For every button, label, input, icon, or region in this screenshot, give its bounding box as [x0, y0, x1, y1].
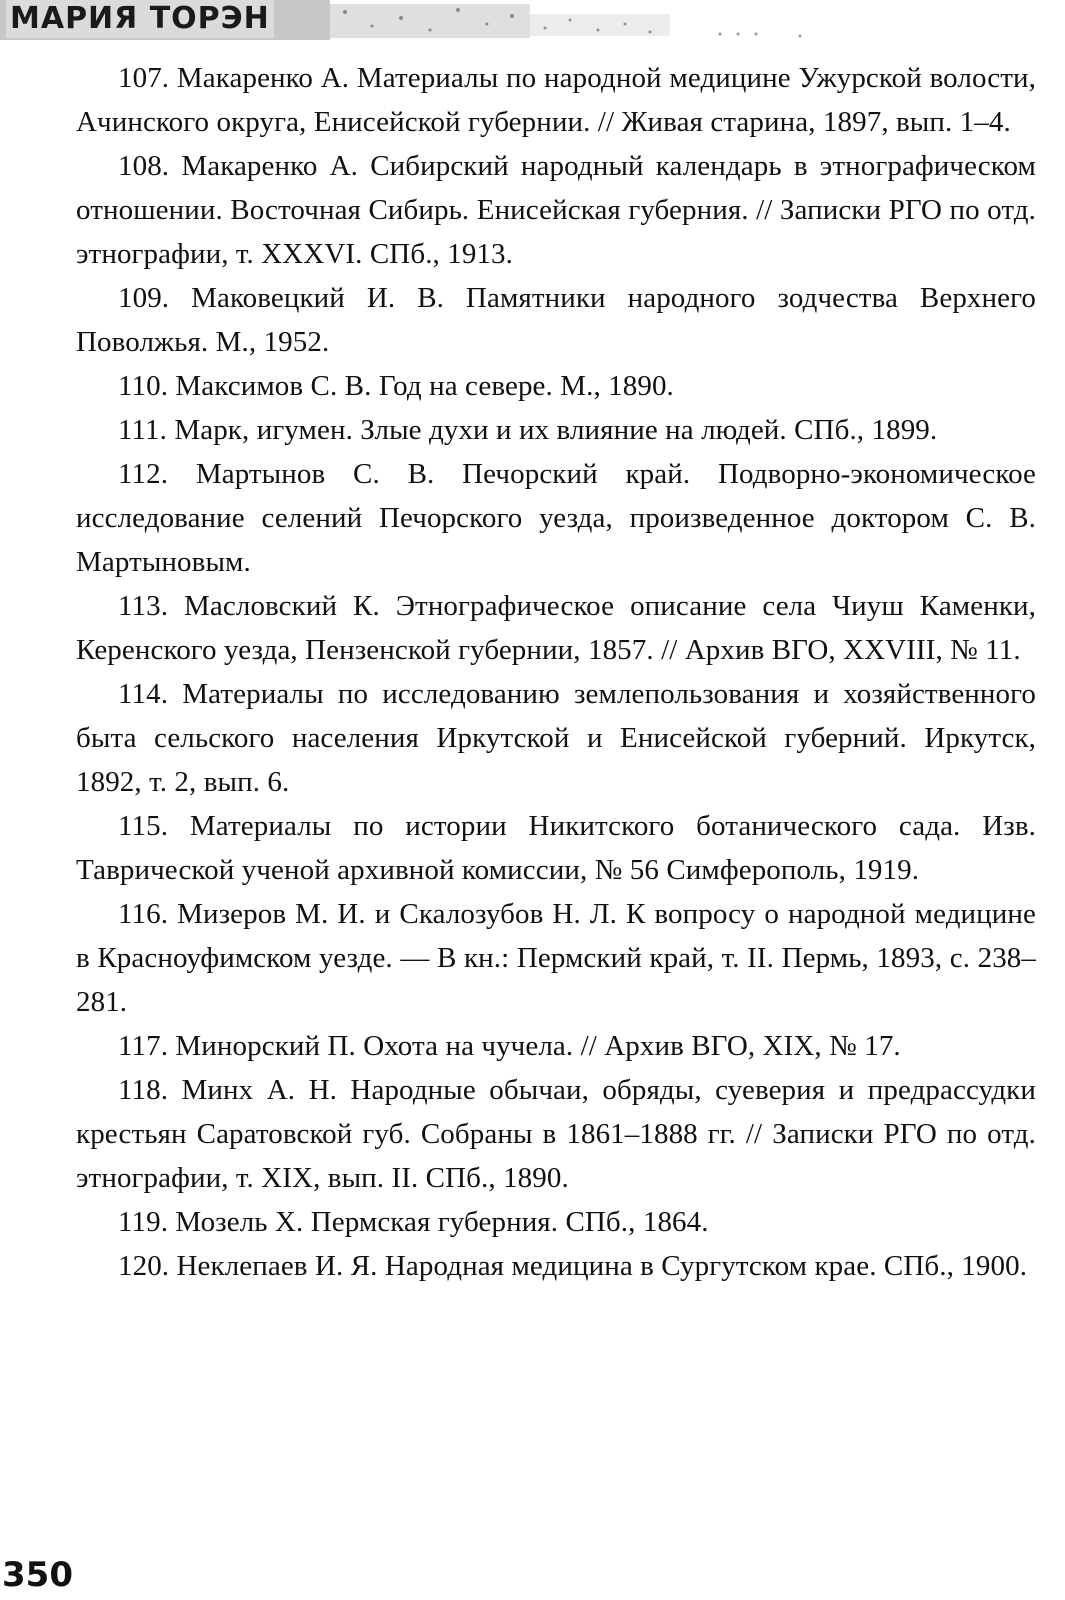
running-header [0, 0, 820, 44]
bibliography-list [76, 56, 1036, 1288]
bibliography-entry-120: 120. Неклепаев И. Я. Народная медицина в Сургутском крае. СПб., 1900. [118, 1250, 1028, 1282]
bibliography-entry-114: 114. Материалы по исследованию землепользования и хозяйственного быта сельского населения Иркутской и Енисейской губерний. Иркутск, 1892, т. 2, вып. 6. [76, 678, 1036, 798]
bibliography-entry-111: 111. Марк, игумен. Злые духи и их влияние на людей. СПб., 1899. [118, 414, 938, 446]
page-number: 350 [2, 1555, 73, 1595]
bibliography-entry-112: 112. Мартынов С. В. Печорский край. Подворно-экономическое исследование селений Печорского уезда, произведенное доктором С. В. Мартыновым. [76, 458, 1036, 578]
bibliography-entry-110: 110. Максимов С. В. Год на севере. М., 1890. [118, 370, 674, 402]
bibliography-entry-115: 115. Материалы по истории Никитского ботанического сада. Изв. Таврической ученой архивной комиссии, № 56 Симферополь, 1919. [76, 810, 1036, 886]
bibliography-entry-117: 117. Минорский П. Охота на чучела. // Архив ВГО, XIX, № 17. [118, 1030, 901, 1062]
bibliography-entry-108: 108. Макаренко А. Сибирский народный календарь в этнографическом отношении. Восточная Сибирь. Енисейская губерния. // Записки РГО по отд. этнографии, т. XXXVI. СПб., 1913. [76, 150, 1036, 270]
bibliography-entry-109: 109. Маковецкий И. В. Памятники народного зодчества Верхнего Поволжья. М., 1952. [76, 282, 1036, 358]
running-title: МАРИЯ ТОРЭН [6, 0, 274, 38]
bibliography-entry-113: 113. Масловский К. Этнографическое описание села Чиуш Каменки, Керенского уезда, Пензенской губернии, 1857. // Архив ВГО, XXVIII, № 11. [76, 590, 1036, 666]
bibliography-entry-116: 116. Мизеров М. И. и Скалозубов Н. Л. К вопросу о народной медицине в Красноуфимском уезде. — В кн.: Пермский край, т. II. Пермь, 1893, с. 238–281. [76, 898, 1036, 1018]
bibliography-entry-107: 107. Макаренко А. Материалы по народной медицине Ужурской волости, Ачинского округа, Енисейской губернии. // Живая старина, 1897, вып. 1–4. [76, 62, 1036, 138]
bibliography-entry-119: 119. Мозель Х. Пермская губерния. СПб., 1864. [118, 1206, 709, 1238]
bibliography-entry-118: 118. Минх А. Н. Народные обычаи, обряды, суеверия и предрассудки крестьян Саратовской губ. Собраны в 1861–1888 гг. // Записки РГО по отд. этнографии, т. XIX, вып. II. СПб., 1890. [76, 1074, 1036, 1194]
